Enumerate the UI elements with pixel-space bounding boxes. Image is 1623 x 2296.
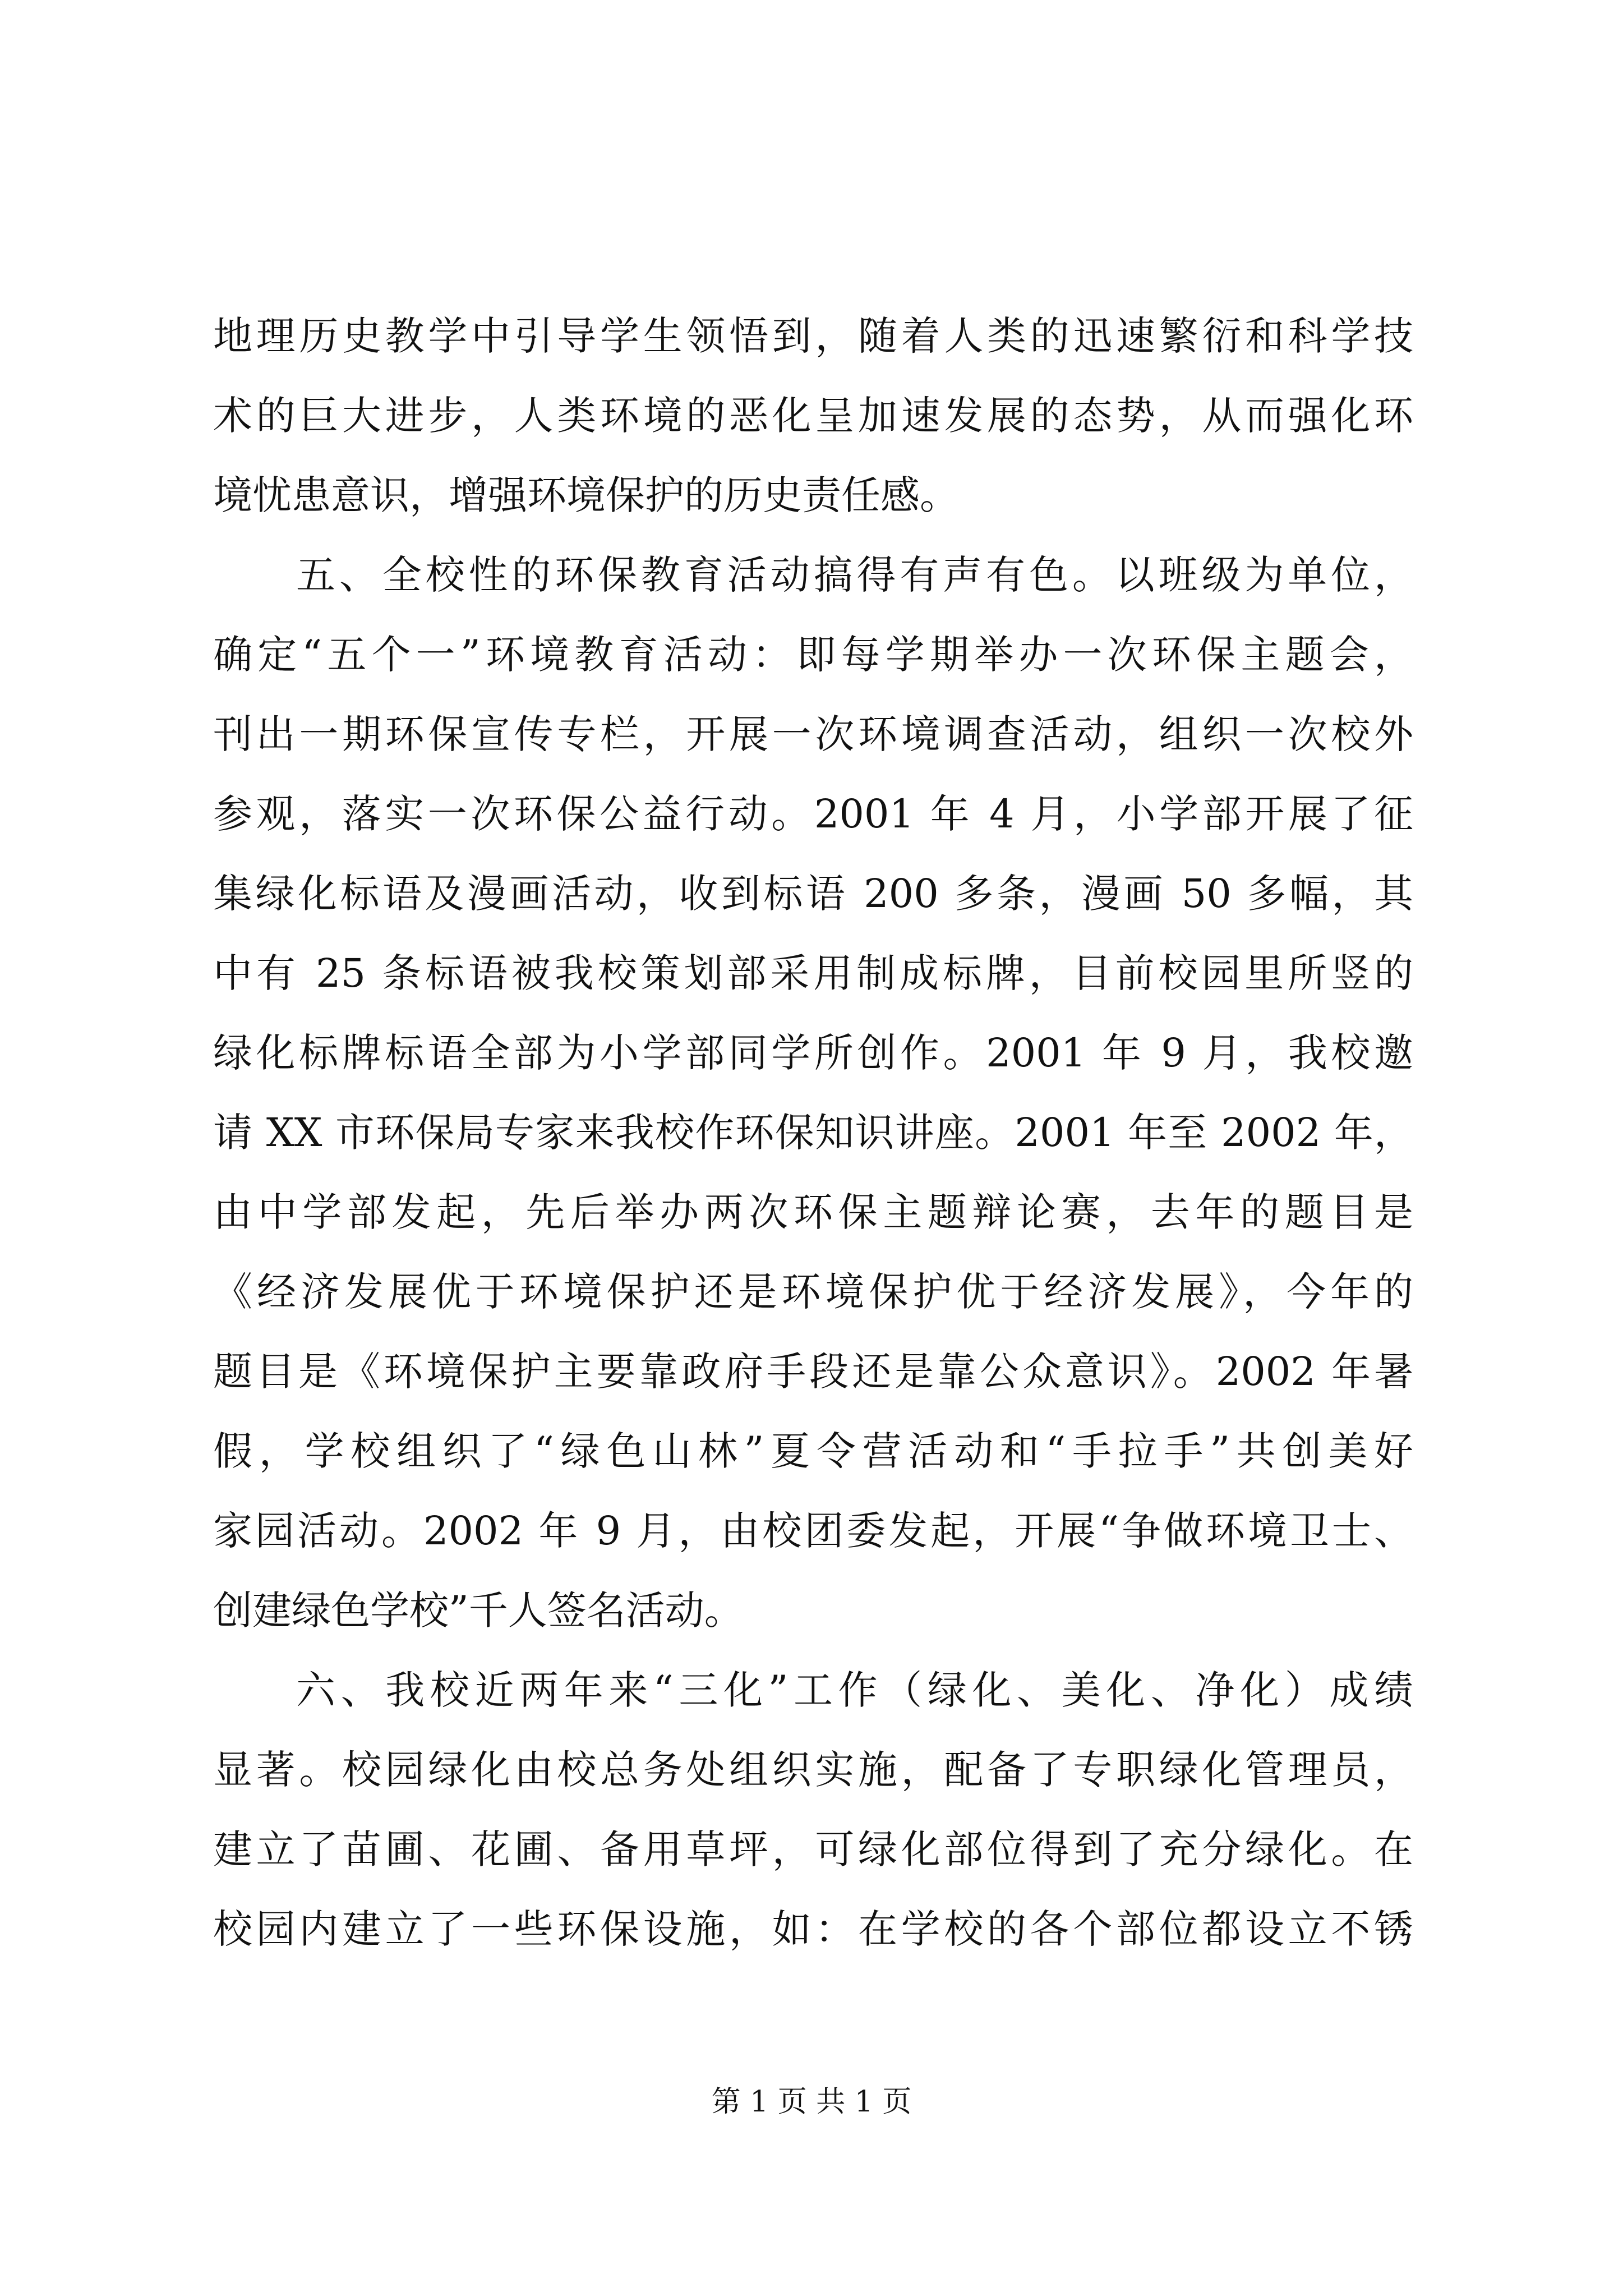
text-line: 绿化标牌标语全部为小学部同学所创作。2001 年 9 月，我校邀: [213, 1030, 1413, 1076]
paragraph-3: [213, 1650, 1413, 1969]
text-line: 家园活动。2002 年 9 月，由校团委发起，开展“争做环境卫士、: [213, 1508, 1413, 1554]
text-line: 参观，落实一次环保公益行动。2001 年 4 月，小学部开展了征: [213, 791, 1413, 837]
paragraph-2: [213, 535, 1413, 1650]
text-line: 地理历史教学中引导学生领悟到，随着人类的迅速繁衍和科学技: [213, 313, 1413, 359]
text-line: 请 XX 市环保局专家来我校作环保知识讲座。2001 年至 2002 年，: [213, 1110, 1413, 1156]
text-line: 中有 25 条标语被我校策划部采用制成标牌，目前校园里所竖的: [213, 950, 1413, 996]
text-line: 刊出一期环保宣传专栏，开展一次环境调查活动，组织一次校外: [213, 711, 1413, 757]
text-line: 假，学校组织了“绿色山林”夏令营活动和“手拉手”共创美好: [213, 1428, 1413, 1474]
text-line: 校园内建立了一些环保设施，如：在学校的各个部位都设立不锈: [213, 1906, 1413, 1952]
text-line: 术的巨大进步，人类环境的恶化呈加速发展的态势，从而强化环: [213, 393, 1413, 439]
text-line: 建立了苗圃、花圃、备用草坪，可绿化部位得到了充分绿化。在: [213, 1826, 1413, 1872]
text-line: 六、我校近两年来“三化”工作（绿化、美化、净化）成绩: [296, 1667, 1413, 1713]
document-body: [213, 296, 1413, 1969]
paragraph-1: [213, 296, 1413, 535]
text-line: 确定“五个一”环境教育活动：即每学期举办一次环保主题会，: [213, 632, 1413, 678]
text-line: 五、全校性的环保教育活动搞得有声有色。以班级为单位，: [296, 552, 1413, 598]
text-line: 由中学部发起，先后举办两次环保主题辩论赛，去年的题目是: [213, 1189, 1413, 1235]
text-line: 集绿化标语及漫画活动，收到标语 200 多条，漫画 50 多幅，其: [213, 871, 1413, 917]
text-line: 《经济发展优于环境保护还是环境保护优于经济发展》，今年的: [213, 1269, 1413, 1315]
page-number-footer: 第 1 页 共 1 页: [711, 2085, 912, 2119]
text-line: 显著。校园绿化由校总务处组织实施，配备了专职绿化管理员，: [213, 1747, 1413, 1793]
text-line: 境忧患意识，增强环境保护的历史责任感。: [213, 472, 959, 518]
text-line: 题目是《环境保护主要靠政府手段还是靠公众意识》。2002 年暑: [213, 1349, 1413, 1395]
text-line: 创建绿色学校”千人签名活动。: [213, 1588, 744, 1634]
